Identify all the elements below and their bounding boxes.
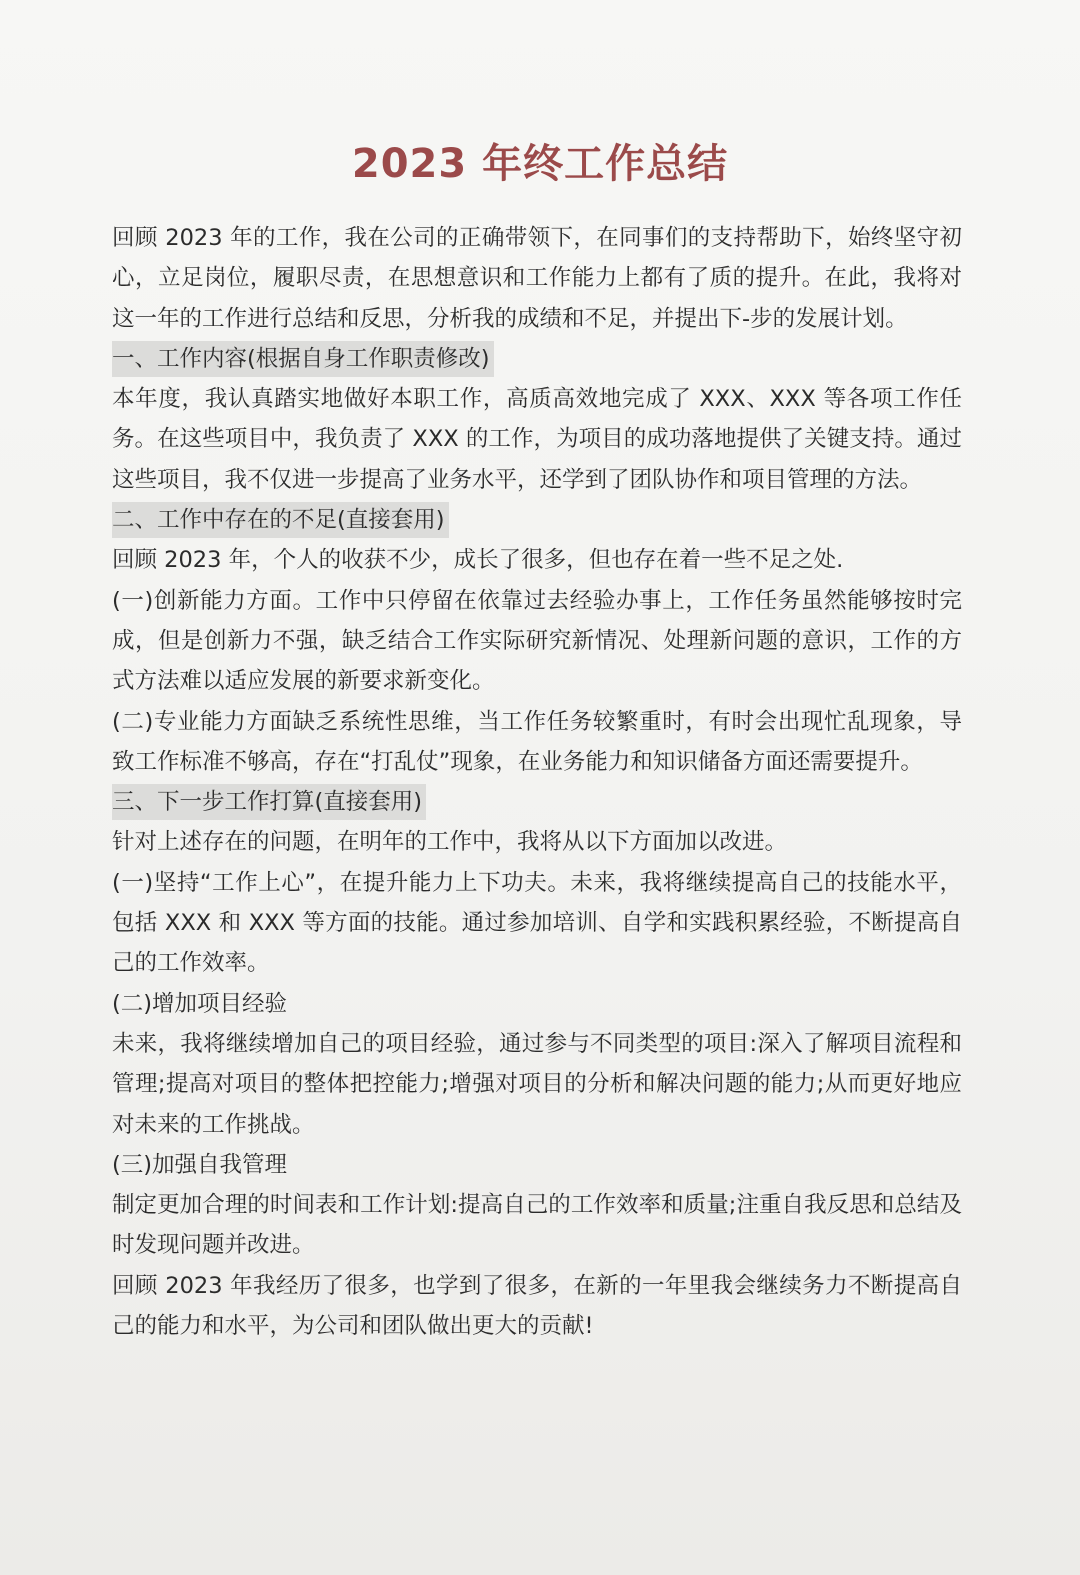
- document-body: [112, 218, 962, 1346]
- section2-heading-row: [112, 500, 962, 540]
- intro-paragraph: 回顾 2023 年的工作，我在公司的正确带领下，在同事们的支持帮助下，始终坚守初心，立足岗位，履职尽责，在思想意识和工作能力上都有了质的提升。在此，我将对这一年的工作进行总结和反思，分析我的成绩和不足，并提出下-步的发展计划。: [112, 225, 962, 332]
- section3-item2-text: 未来，我将继续增加自己的项目经验，通过参与不同类型的项目:深入了解项目流程和管理;提高对项目的整体把控能力;增强对项目的分析和解决问题的能力;从而更好地应对未来的工作挑战。: [112, 1030, 962, 1138]
- section3-item3-title: (三)加强自我管理: [112, 1151, 288, 1178]
- section3-heading-row: [112, 782, 962, 822]
- section2-heading: 二、工作中存在的不足(直接套用): [112, 502, 449, 538]
- section1-heading: 一、工作内容(根据自身工作职责修改): [112, 341, 494, 377]
- section3-item1: (一)坚持“工作上心”，在提升能力上下功夫。未来，我将继续提高自己的技能水平，包括 XXX 和 XXX 等方面的技能。通过参加培训、自学和实践积累经验，不断提高自己的工作效率。: [112, 869, 962, 977]
- conclusion-paragraph: 回顾 2023 年我经历了很多，也学到了很多，在新的一年里我会继续务力不断提高自己的能力和水平，为公司和团队做出更大的贡献!: [112, 1272, 962, 1340]
- section1-heading-row: [112, 339, 962, 379]
- section3-item3-text: 制定更加合理的时间表和工作计划:提高自己的工作效率和质量;注重自我反思和总结及时发现问题并改进。: [112, 1192, 962, 1259]
- section3-item2-title: (二)增加项目经验: [112, 990, 288, 1017]
- section2-item2: (二)专业能力方面缺乏系统性思维，当工作任务较繁重时，有时会出现忙乱现象，导致工作标准不够高，存在“打乱仗”现象，在业务能力和知识储备方面还需要提升。: [112, 708, 962, 775]
- section1-text: 本年度，我认真踏实地做好本职工作，高质高效地完成了 XXX、XXX 等各项工作任务。在这些项目中，我负责了 XXX 的工作，为项目的成功落地提供了关键支持。通过这些项目，我不仅进一步提高了业务水平，还学到了团队协作和项目管理的方法。: [112, 386, 962, 493]
- document-title: 2023 年终工作总结: [351, 141, 729, 187]
- section3-lead: 针对上述存在的问题，在明年的工作中，我将从以下方面加以改进。: [112, 829, 788, 856]
- section3-heading: 三、下一步工作打算(直接套用): [112, 784, 426, 820]
- section2-item1: (一)创新能力方面。工作中只停留在依靠过去经验办事上，工作任务虽然能够按时完成，但是创新力不强，缺乏结合工作实际研究新情况、处理新问题的意识，工作的方式方法难以适应发展的新要求新变化。: [112, 587, 962, 695]
- section2-lead: 回顾 2023 年，个人的收获不少，成长了很多，但也存在着一些不足之处.: [112, 547, 844, 574]
